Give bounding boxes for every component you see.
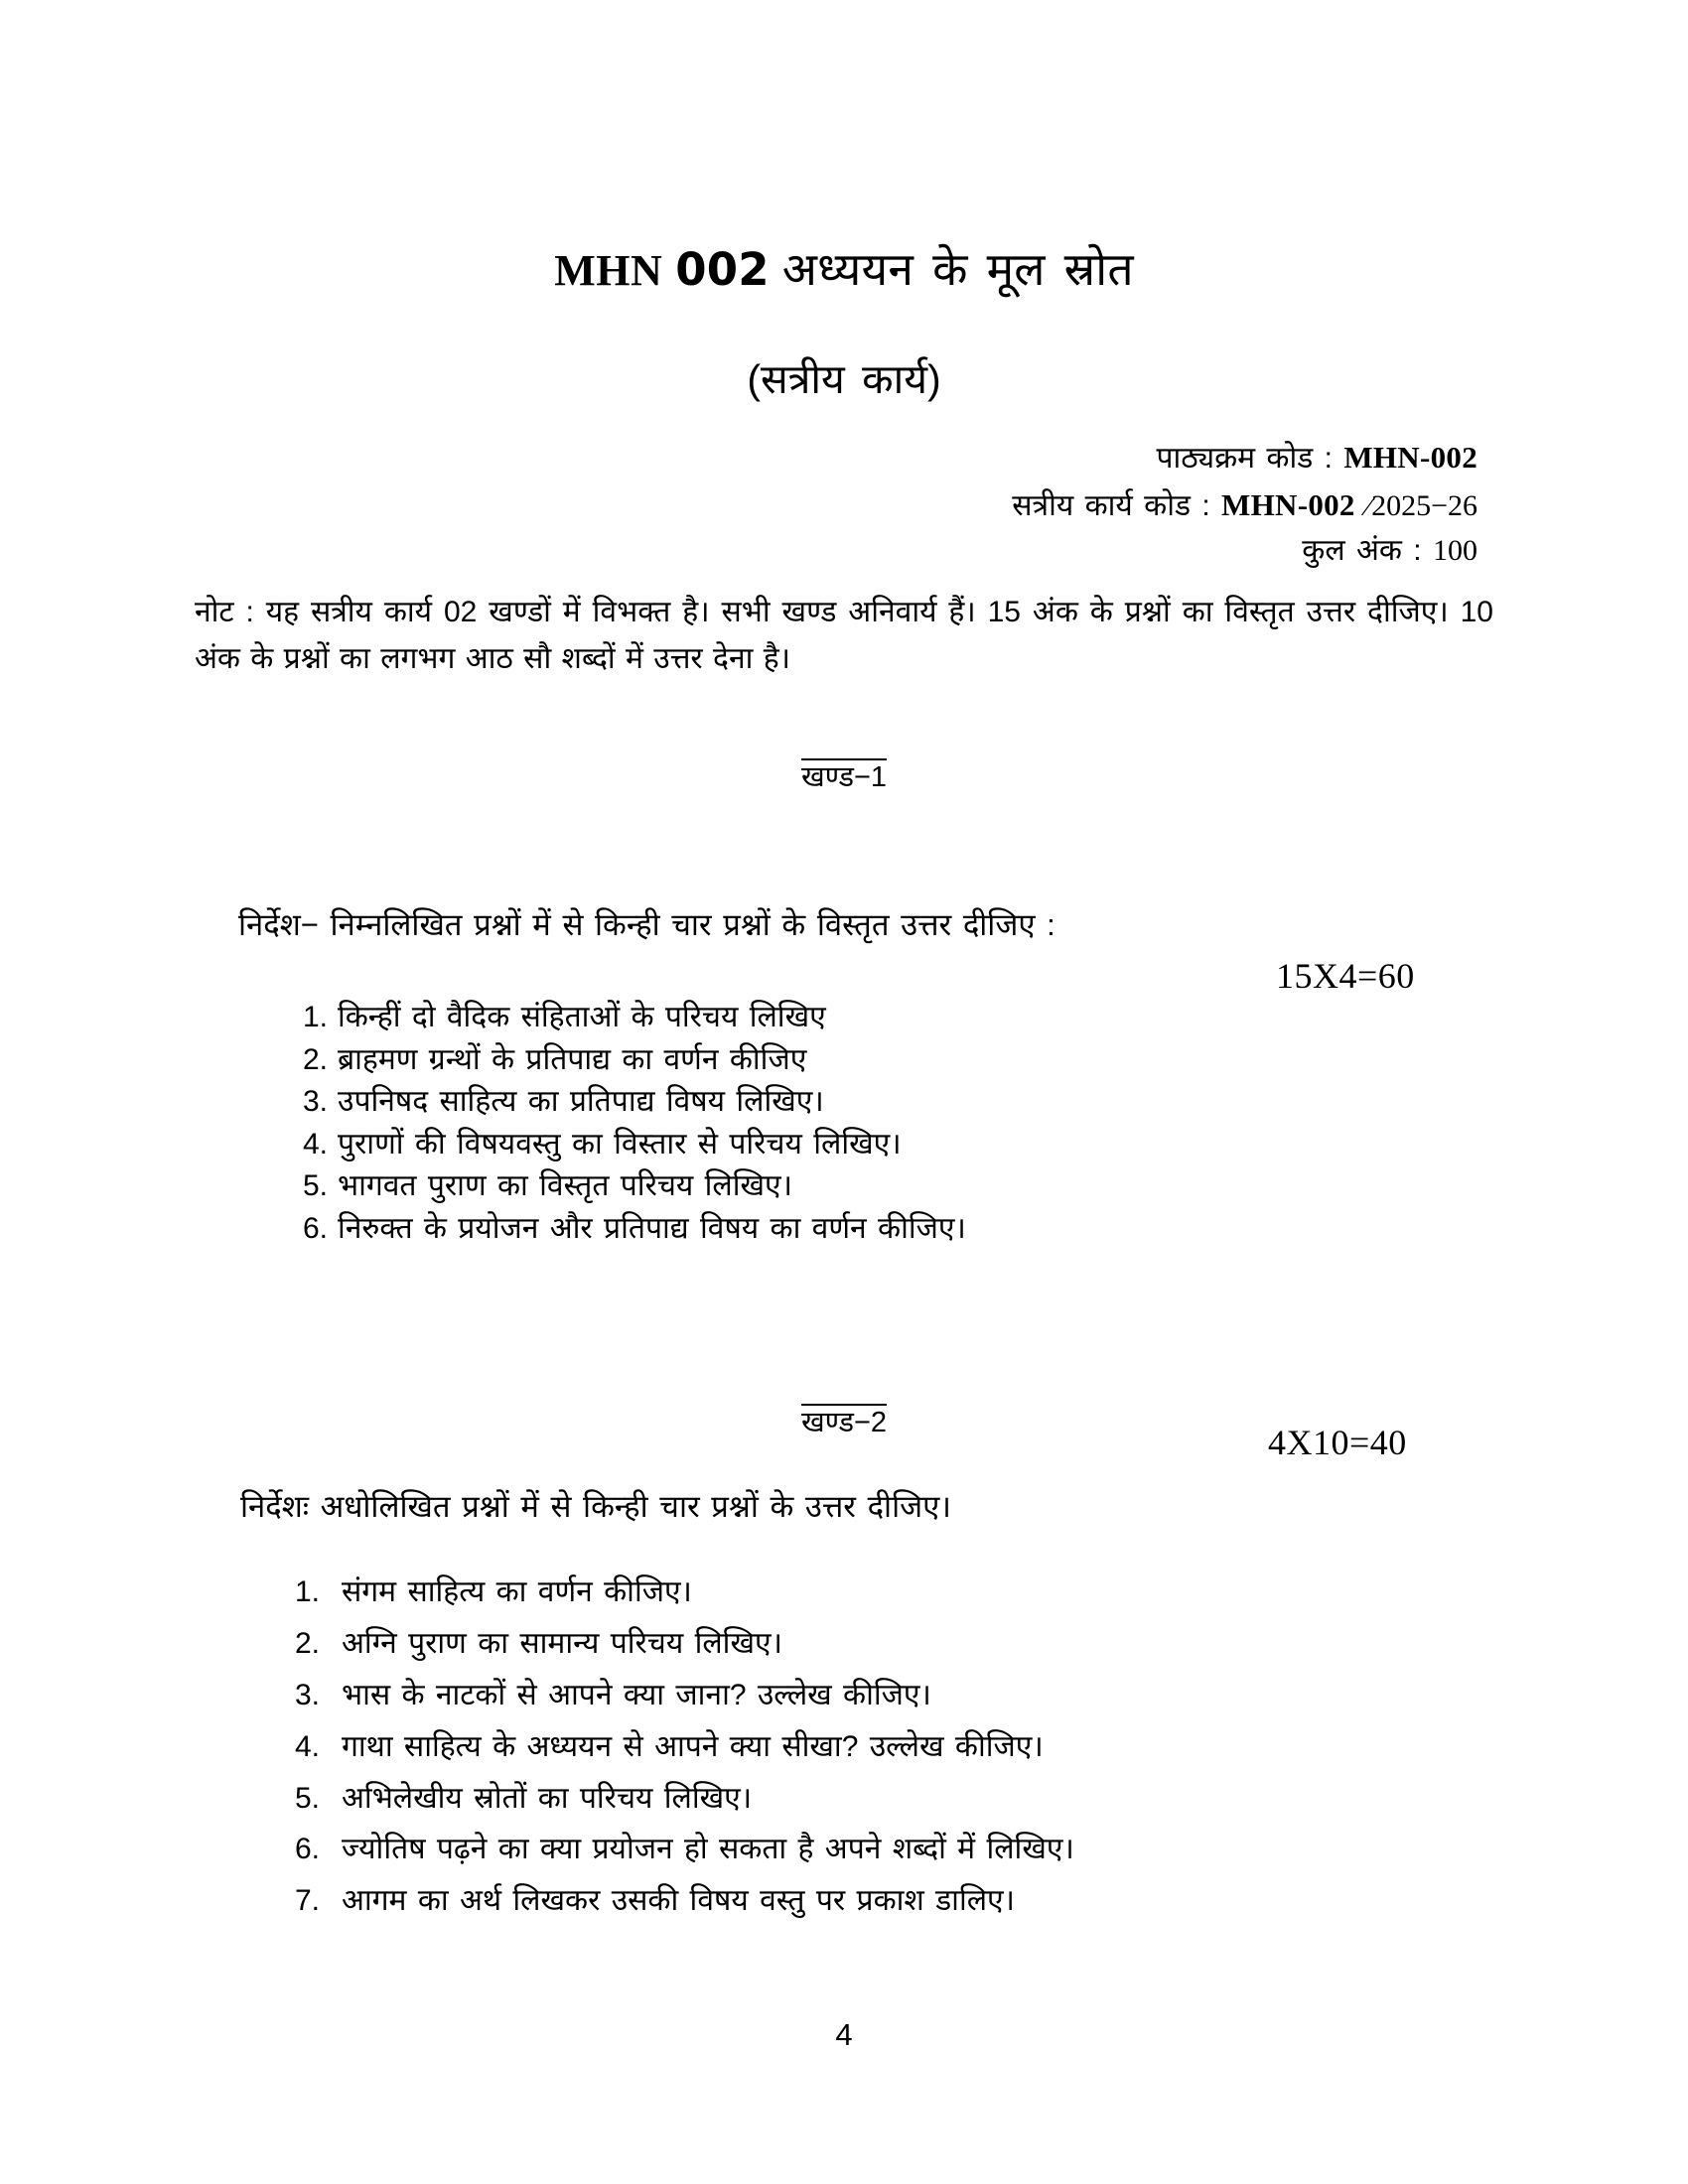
assignment-code-value: MHN-002 [1221, 486, 1355, 522]
list-item [294, 1124, 966, 1166]
page-subtitle: (सत्रीय कार्य) [747, 355, 941, 402]
question-number: 2. [294, 1626, 320, 1660]
list-item [286, 1824, 1074, 1875]
page-number: 4 [835, 2017, 853, 2052]
section-1-marks: 15X4=60 [1276, 956, 1415, 996]
list-item [294, 1208, 966, 1251]
question-text: आगम का अर्थ लिखकर उसकी विषय वस्तु पर प्रकाश डालिए। [342, 1884, 1016, 1918]
question-text: उपनिषद साहित्य का प्रतिपाद्य विषय लिखिए। [338, 1085, 824, 1119]
question-text: भागवत पुराण का विस्तृत परिचय लिखिए। [338, 1169, 793, 1203]
question-number: 2. [302, 1042, 328, 1076]
question-text: पुराणों की विषयवस्तु का विस्तार से परिचय लिखिए। [338, 1127, 902, 1160]
list-item [286, 1618, 1074, 1670]
question-text: किन्हीं दो वैदिक संहिताओं के परिचय लिखिए [338, 1001, 826, 1033]
list-item [294, 997, 966, 1039]
assignment-code-line [1012, 481, 1477, 529]
list-item [286, 1567, 1074, 1618]
section-2-question-list [286, 1567, 1074, 1927]
list-item [294, 1039, 966, 1082]
page-title [0, 242, 1688, 297]
question-text: ज्योतिष पढ़ने का क्या प्रयोजन हो सकता है अपने शब्दों में लिखिए। [342, 1833, 1074, 1866]
question-text: अभिलेखीय स्रोतों का परिचय लिखिए। [342, 1781, 753, 1815]
question-text: अग्नि पुराण का सामान्य परिचय लिखिए। [342, 1626, 782, 1660]
course-meta-block [1012, 434, 1477, 574]
note-paragraph: नोट : यह सत्रीय कार्य 02 खण्डों में विभक्त है। सभी खण्ड अनिवार्य हैं। 15 अंक के प्रश्नों का विस्तृत उत्तर दीजिए। 10 अंक के प्रश्नों का लगभग आठ सौ शब्दों में उत्तर देना है। [195, 596, 1493, 675]
assignment-session: ⁄2025−26 [1366, 488, 1477, 522]
question-text: ब्राहमण ग्रन्थों के प्रतिपाद्य का वर्णन कीजिए [338, 1042, 807, 1076]
question-number: 3. [302, 1085, 328, 1119]
question-text: निरुक्त के प्रयोजन और प्रतिपाद्य विषय का वर्णन कीजिए। [338, 1211, 966, 1245]
assignment-code-label: सत्रीय कार्य कोड : [1012, 488, 1210, 522]
question-number: 4. [302, 1127, 328, 1160]
list-item [294, 1165, 966, 1208]
total-marks-line [1012, 528, 1477, 574]
total-marks-label: कुल अंक : [1302, 534, 1422, 568]
title-course-number: 002 [675, 243, 770, 296]
title-subject: अध्ययन के मूल स्रोत [781, 243, 1134, 295]
section-heading-1 [0, 756, 1688, 795]
question-number: 4. [294, 1729, 320, 1763]
course-code-line [1012, 434, 1477, 481]
question-number: 5. [302, 1169, 328, 1203]
course-code-label: पाठ्यक्रम कोड : [1156, 442, 1333, 475]
title-block [0, 242, 1688, 406]
section-heading-2-label: खण्ड−2 [801, 1404, 887, 1438]
question-number: 3. [294, 1678, 320, 1711]
section-heading-1-label: खण्ड−1 [801, 758, 887, 793]
question-text: भास के नाटकों से आपने क्या जाना? उल्लेख कीजिए। [342, 1678, 931, 1711]
list-item [286, 1670, 1074, 1721]
section-heading-2 [0, 1402, 1688, 1440]
list-item [294, 1081, 966, 1124]
question-number: 7. [294, 1884, 320, 1918]
section-1-question-list [294, 997, 966, 1251]
title-course-prefix: MHN [554, 246, 663, 295]
question-number: 5. [294, 1781, 320, 1815]
list-item [286, 1773, 1074, 1825]
section-1-instruction: निर्देश− निम्नलिखित प्रश्नों में से किन्ही चार प्रश्नों के विस्तृत उत्तर दीजिए : [238, 907, 1055, 942]
question-text: गाथा साहित्य के अध्ययन से आपने क्या सीखा? उल्लेख कीजिए। [342, 1729, 1044, 1763]
question-number: 6. [294, 1833, 320, 1866]
question-text: संगम साहित्य का वर्णन कीजिए। [342, 1575, 692, 1608]
question-number: 1. [294, 1575, 320, 1608]
question-number: 1. [302, 1001, 328, 1033]
course-code-value: MHN-002 [1343, 440, 1477, 475]
section-2-marks: 4X10=40 [1268, 1423, 1407, 1462]
question-number: 6. [302, 1211, 328, 1245]
section-2-instruction: निर्देशः अधोलिखित प्रश्नों में से किन्ही चार प्रश्नों के उत्तर दीजिए। [240, 1489, 952, 1524]
total-marks-value: 100 [1433, 534, 1477, 568]
list-item [286, 1721, 1074, 1773]
list-item [286, 1875, 1074, 1927]
